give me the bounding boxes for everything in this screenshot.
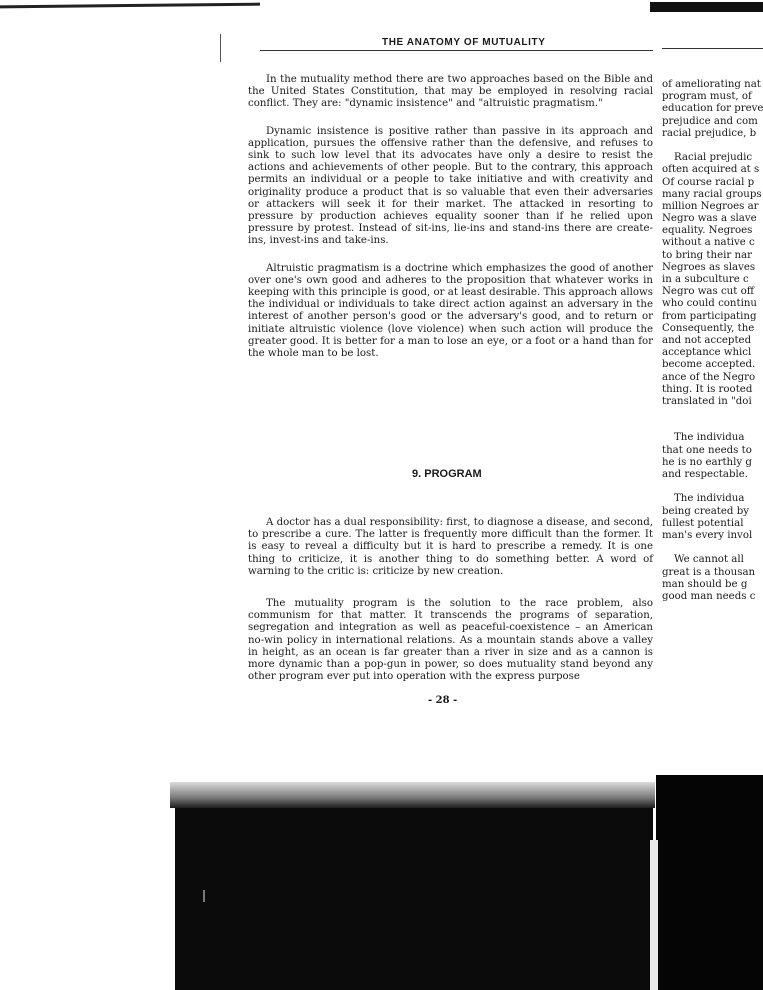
right-column-line: equality. Negroes xyxy=(662,225,753,237)
running-header: THE ANATOMY OF MUTUALITY xyxy=(382,37,546,48)
right-column-line: from participating xyxy=(662,310,757,322)
paragraph: Altruistic pragmatism is a doctrine which emphasizes the good of another over one's own good and adheres to the proposition that whatever works in keeping with this principle is good, or at least desirable. This approach allows the individual or individuals to take direct action against an adversary in the interest of another person's good or the adversary's good, and to return or initiate altruistic violence (love violence) when such action will produce the greater good. It is better for a man to lose an eye, or a foot or a hand than for the whole man to be lost. xyxy=(248,262,653,360)
right-column-line: he is no earthly g xyxy=(662,456,752,468)
right-column-line: education for preve xyxy=(662,103,763,115)
right-column-line: great is a thousan xyxy=(662,566,756,578)
right-column-line: fullest potential xyxy=(662,517,744,529)
right-column-line: being created by xyxy=(662,505,749,517)
page-number: - 28 - xyxy=(428,695,458,706)
paragraph: In the mutuality method there are two approaches based on the Bible and the United States Constitution, that may be employed in resolving racial conflict. They are: "dynamic insistence" and "altruistic pragmatism." xyxy=(248,74,653,110)
right-column-line: Consequently, the xyxy=(662,322,755,334)
right-column-line xyxy=(662,542,763,554)
right-column-line: The individua xyxy=(674,432,745,444)
right-column-line: Negroes as slaves xyxy=(662,261,756,273)
right-column-line: ance of the Negro xyxy=(662,371,756,383)
right-column-line: in a subculture c xyxy=(662,274,749,285)
right-column-line: man's every invol xyxy=(662,529,753,541)
right-column-fragment xyxy=(662,79,763,603)
right-column-line: thing. It is rooted xyxy=(662,383,753,395)
right-column-line: translated in "doi xyxy=(662,395,752,407)
right-column-line: and respectable. xyxy=(662,469,748,480)
right-column-line: Negro was cut off xyxy=(662,286,754,298)
right-column-line: become accepted. xyxy=(662,359,756,371)
scan-shadow-band xyxy=(170,782,655,808)
right-column-line: to bring their nar xyxy=(662,249,752,261)
right-column-line: Of course racial p xyxy=(662,176,755,188)
right-column-line xyxy=(662,140,763,152)
right-column-line: million Negroes ar xyxy=(662,200,759,212)
right-column-line: We cannot all xyxy=(674,554,744,566)
right-column-line xyxy=(662,408,763,420)
right-column-line: who could continu xyxy=(662,298,757,310)
scan-dark-area-right xyxy=(656,775,763,990)
book-spine xyxy=(650,840,658,990)
header-rule-right xyxy=(662,48,763,49)
right-column-line: acceptance whicl xyxy=(662,347,752,359)
right-column-line: many racial groups xyxy=(662,188,762,200)
section-heading: 9. PROGRAM xyxy=(412,468,482,480)
left-column-top xyxy=(248,74,653,360)
right-column-line: Negro was a slave xyxy=(662,213,757,225)
scan-dark-area-left xyxy=(175,808,653,990)
right-column-line xyxy=(662,420,763,432)
right-column-line: and not accepted xyxy=(662,334,752,346)
right-column-line: The individua xyxy=(674,493,745,505)
right-column-line: man should be g xyxy=(662,578,748,590)
right-column-line: that one needs to xyxy=(662,444,752,456)
right-column-line: program must, of xyxy=(662,91,752,103)
right-column-line: Racial prejudic xyxy=(674,152,753,164)
right-column-line: often acquired at s xyxy=(662,164,760,176)
right-column-line: racial prejudice, b xyxy=(662,127,757,139)
right-column-line: prejudice and com xyxy=(662,115,758,127)
paragraph: Dynamic insistence is positive rather than passive in its approach and application, pursues the offensive rather than the defensive, and refuses to sink to such low level that its advocates have only a desire to resist the actions and achievements of other people. But to the contrary, this approach permits an individual or a people to take initiative and with creativity and originality produce a product that is so valuable that even their adversaries or attackers will seek it for their market. The attacked in resorting to pressure by production achieves equality sooner than if he relied upon pressure by protest. Instead of sit-ins, lie-ins and stand-ins there are create-ins, invest-ins and take-ins. xyxy=(248,125,653,247)
scan-artifact xyxy=(203,890,205,902)
header-rule xyxy=(260,50,653,51)
right-column-line: of ameliorating nat xyxy=(662,79,761,90)
margin-mark xyxy=(220,34,225,62)
paragraph: The mutuality program is the solution to the race problem, also communism for that matter. It transcends the programs of separation, segregation and integration as well as peaceful-coexistence – an American no-win policy in international relations. As a mountain stands above a valley in height, as an ocean is far greater than a river in size and as a cannon is more dynamic than a pop-gun in power, so does mutuality stand beyond any other program ever put into operation with the express purpose xyxy=(248,598,653,683)
left-column-bottom xyxy=(248,517,653,683)
paragraph: A doctor has a dual responsibility: first, to diagnose a disease, and second, to prescribe a cure. The latter is frequently more difficult than the former. It is easy to reveal a difficulty but it is hard to prescribe a remedy. It is one thing to criticize, it is another thing to do something better. A word of warning to the critic is: criticize by new creation. xyxy=(248,517,653,577)
page-edge-shadow-right xyxy=(650,2,763,12)
right-column-line xyxy=(662,481,763,493)
right-column-line: good man needs c xyxy=(662,590,756,602)
right-column-line: without a native c xyxy=(662,237,755,249)
